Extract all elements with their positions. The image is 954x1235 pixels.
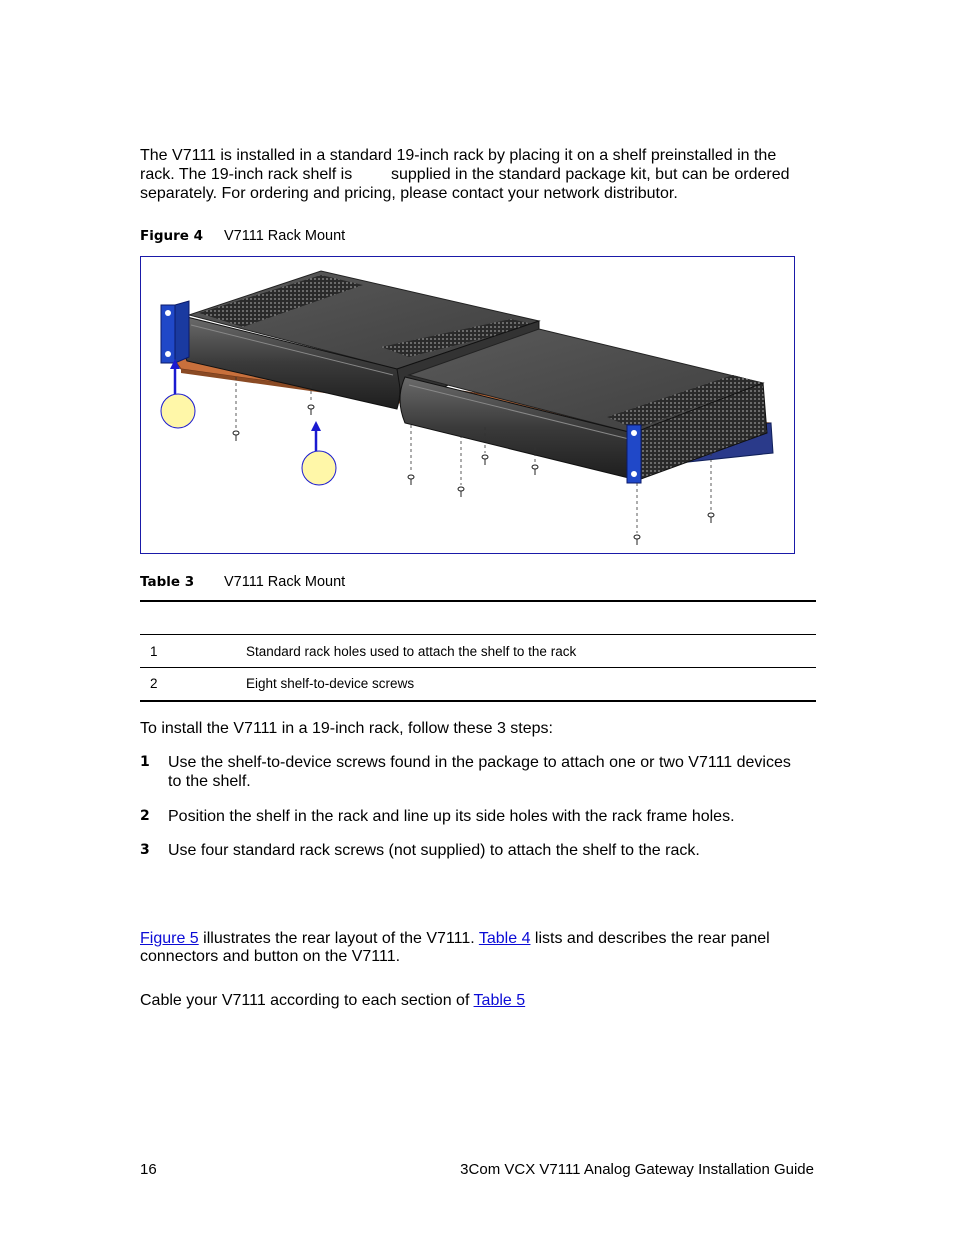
cable-paragraph [140, 991, 525, 1010]
table-cell-num: 1 [150, 644, 158, 659]
rack-hole [631, 471, 637, 477]
step-text: Use four standard rack screws (not supplied) to attach the shelf to the rack. [168, 842, 700, 859]
intro-line-3: separately. For ordering and pricing, please contact your network distributor. [140, 185, 678, 202]
install-lead: To install the V7111 in a 19-inch rack, follow these 3 steps: [140, 720, 553, 737]
rear-paragraph-line-1 [140, 929, 770, 948]
step-number: 2 [140, 808, 150, 824]
table-top-rule [140, 600, 816, 602]
rack-mount-figure [140, 256, 795, 554]
screw-icon [308, 405, 314, 415]
step-text-continued: to the shelf. [168, 773, 251, 790]
screw-icon [532, 465, 538, 475]
page-number: 16 [140, 1161, 157, 1178]
table-cell-desc: Standard rack holes used to attach the shelf to the rack [246, 644, 577, 659]
step-text: Use the shelf-to-device screws found in the package to attach one or two V7111 devices [168, 754, 791, 771]
screw-icon [458, 487, 464, 497]
screw-icon [233, 431, 239, 441]
rack-hole [165, 351, 171, 357]
callout-2 [302, 421, 336, 485]
intro-line-2b: supplied in the standard package kit, but can be ordered [391, 166, 790, 183]
figure-title: V7111 Rack Mount [224, 228, 346, 244]
screw-icon [708, 513, 714, 523]
table-header-rule [140, 634, 816, 635]
intro-line-1: The V7111 is installed in a standard 19-inch rack by placing it on a shelf preinstalled in the [140, 147, 777, 164]
figure-label: Figure 4 [140, 228, 204, 244]
screw-icon [482, 455, 488, 465]
rack-mount-illustration [141, 257, 794, 553]
rear-paragraph-line-2: connectors and button on the V7111. [140, 948, 401, 965]
table-cell-num: 2 [150, 676, 158, 691]
step-number: 3 [140, 842, 150, 858]
step-number: 1 [140, 754, 150, 770]
table-5-link[interactable]: Table 5 [473, 992, 526, 1009]
table-title: V7111 Rack Mount [224, 574, 346, 590]
screw-icon [408, 475, 414, 485]
rack-hole [165, 310, 171, 316]
step-text: Position the shelf in the rack and line up its side holes with the rack frame holes. [168, 808, 735, 825]
table-row-rule [140, 667, 816, 668]
rack-bracket-right [627, 425, 641, 483]
table-bottom-rule [140, 700, 816, 702]
cable-text: Cable your V7111 according to each section of [140, 992, 470, 1009]
rear-text-2: lists and describes the rear panel [534, 930, 770, 947]
footer-title: 3Com VCX V7111 Analog Gateway Installation Guide [460, 1161, 814, 1178]
table-label: Table 3 [140, 574, 195, 590]
intro-line-2a: rack. The 19-inch rack shelf is [140, 166, 353, 183]
rack-hole [631, 430, 637, 436]
rack-bracket-left [161, 301, 189, 363]
table-cell-desc: Eight shelf-to-device screws [246, 676, 415, 691]
rear-text-1: illustrates the rear layout of the V7111. [203, 930, 475, 947]
figure-5-link[interactable]: Figure 5 [140, 930, 199, 947]
table-4-link[interactable]: Table 4 [478, 930, 531, 947]
screw-icon [634, 535, 640, 545]
